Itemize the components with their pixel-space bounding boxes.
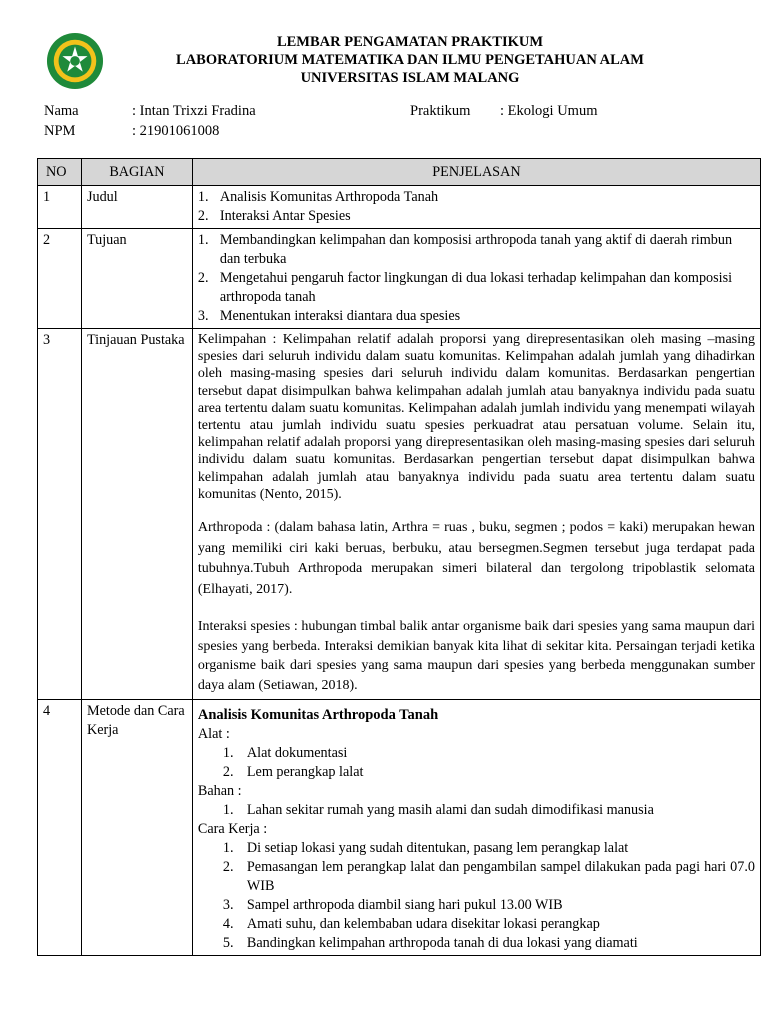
list-item: 1. Membandingkan kelimpahan dan komposisi arthropoda tanah yang aktif di daerah rimbun dan terbuka <box>197 232 733 267</box>
row-content <box>192 700 760 956</box>
list-item: 2. Interaksi Antar Spesies <box>197 208 351 224</box>
paragraph-kelimpahan: Kelimpahan : Kelimpahan relatif adalah proporsi yang direpresentasikan oleh masing –masing spesies dari seluruh individu dalam suatu komunitas. Kelimpahan adalah jumlah yang dihadirkan oleh masing-masing spesies dari seluruh individu dalam komunitas. Berdasarkan pengertian tersebut dapat disimpulkan bahwa kelimpahan adalah jumlah atau banyaknya individu pada suatu area tertentu dalam suatu komunitas. Kelimpahan adalah jumlah individu yang menempati wilayah tertentu atau jumlah individu suatu spesies perkuadrat atau persatuan volume. Selain itu, kelimpahan relatif adalah proporsi yang direpresentasikan oleh masing-masing spesies dari seluruh individu dalam suatu komunitas. Berdasarkan pengertian tersebut dapat disimpulkan bahwa kelimpahan adalah jumlah atau banyaknya individu pada suatu area tertentu dalam suatu komunitas (Nento, 2015). <box>197 332 755 502</box>
header-penjelasan: PENJELASAN <box>192 159 760 186</box>
cara-kerja-label: Cara Kerja : <box>197 821 268 838</box>
header-line-2: LABORATORIUM MATEMATIKA DAN ILMU PENGETAHUAN ALAM <box>176 52 644 68</box>
row-section: Judul <box>81 186 192 229</box>
npm-label: NPM <box>44 123 76 139</box>
student-info <box>44 101 724 141</box>
list-item: 1. Analisis Komunitas Arthropoda Tanah <box>197 189 439 205</box>
list-item: 2. Mengetahui pengaruh factor lingkungan di dua lokasi terhadap kelimpahan dan komposisi arthropoda tanah <box>197 270 733 305</box>
row-content <box>192 229 760 329</box>
alat-label: Alat : <box>197 726 230 743</box>
row-number: 3 <box>38 329 82 700</box>
document-header <box>38 30 738 100</box>
table-header-row <box>38 159 761 186</box>
row-section: Tinjauan Pustaka <box>81 329 192 700</box>
table-row <box>38 329 761 700</box>
paragraph-interaksi: Interaksi spesies : hubungan timbal balik antar organisme baik dari spesies yang sama maupun dari spesies yang berbeda. Interaksi demikian banyak kita lihat di sekitar kita. Persaingan terjadi ketika organisme baik dari spesies yang sama maupun dari spesies yang berbeda menggunakan sumber daya alam (Setiawan, 2018). <box>197 619 755 693</box>
list-item: 1. Alat dokumentasi <box>222 745 348 762</box>
row-content <box>192 186 760 229</box>
nama-label: Nama <box>44 103 79 119</box>
row-number: 4 <box>38 700 82 956</box>
table-row <box>38 229 761 329</box>
header-no: NO <box>38 159 82 186</box>
list-item: 3. Menentukan interaksi diantara dua spesies <box>197 308 461 324</box>
bahan-label: Bahan : <box>197 783 242 800</box>
observation-table <box>37 158 761 956</box>
row-number: 2 <box>38 229 82 329</box>
header-line-3: UNIVERSITAS ISLAM MALANG <box>300 70 520 86</box>
list-item: 2. Pemasangan lem perangkap lalat dan pengambilan sampel dilakukan pada pagi hari 07.0 WIB <box>222 859 755 895</box>
list-item: 2. Lem perangkap lalat <box>222 764 364 781</box>
praktikum-value: : Ekologi Umum <box>500 103 598 119</box>
row-content <box>192 329 760 700</box>
header-bagian: BAGIAN <box>81 159 192 186</box>
method-subtitle: Analisis Komunitas Arthropoda Tanah <box>197 707 439 724</box>
row-section: Tujuan <box>81 229 192 329</box>
table-row <box>38 186 761 229</box>
list-item: 3. Sampel arthropoda diambil siang hari pukul 13.00 WIB <box>222 897 563 914</box>
list-item: 5. Bandingkan kelimpahan arthropoda tanah di dua lokasi yang diamati <box>222 935 638 952</box>
nama-value: : Intan Trixzi Fradina <box>132 103 256 119</box>
header-line-1: LEMBAR PENGAMATAN PRAKTIKUM <box>276 34 544 50</box>
praktikum-label: Praktikum <box>410 103 471 119</box>
row-number: 1 <box>38 186 82 229</box>
table-row <box>38 700 761 956</box>
list-item: 4. Amati suhu, dan kelembaban udara disekitar lokasi perangkap <box>222 916 600 933</box>
row-section: Metode dan Cara Kerja <box>81 700 192 956</box>
paragraph-arthropoda: Arthropoda : (dalam bahasa latin, Arthra = ruas , buku, segmen ; podos = kaki) merupakan hewan yang memiliki ciri kaki beruas, berbuku, atau bersegmen.Segmen tersebut juga terdapat pada tubuhnya.Tubuh Arthropoda merupakan simeri bilateral dan tergolong tripoblastik selomata (Elhayati, 2017). <box>197 520 755 597</box>
npm-value: : 21901061008 <box>132 123 220 139</box>
list-item: 1. Di setiap lokasi yang sudah ditentukan, pasang lem perangkap lalat <box>222 840 629 857</box>
list-item: 1. Lahan sekitar rumah yang masih alami dan sudah dimodifikasi manusia <box>222 802 654 819</box>
